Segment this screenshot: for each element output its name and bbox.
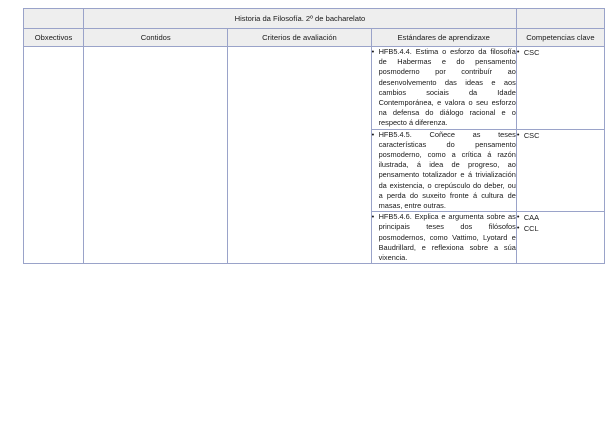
- competence-code: CSC: [523, 48, 540, 57]
- criteria-cell: [228, 47, 371, 264]
- standard-text: HFB5.4.6. Explica e argumenta sobre as principais teses dos filósofos posmodernos, como Vattimo, Lyotard e Baudrillard, e reflexiona sobre a súa vixencia.: [378, 212, 516, 263]
- competence-item: [517, 223, 604, 234]
- competence-item: [517, 212, 604, 223]
- curriculum-table: [23, 8, 605, 264]
- bullet-mark: •: [371, 129, 375, 139]
- standard-cell: [371, 47, 516, 130]
- header-contents: Contidos: [84, 29, 228, 47]
- table-title-row: [24, 9, 605, 29]
- contents-cell: [84, 47, 228, 264]
- header-competences: Competencias clave: [516, 29, 604, 47]
- competence-cell: [516, 47, 604, 130]
- bullet-mark: •: [516, 47, 520, 56]
- header-objectives: Obxectivos: [24, 29, 84, 47]
- competence-code: CAA: [523, 213, 540, 223]
- standard-text: HFB5.4.5. Coñece as teses características do pensamento posmoderno, como a crítica á razón ilustrada, á idea de progreso, ao pensamento totalizador e á trivialización da existencia, o crepúsculo do deber, ou a perda do suxeito fronte á cultura de masas, entre outras.: [378, 129, 516, 211]
- standard-cell: [371, 212, 516, 264]
- bullet-mark: •: [516, 212, 520, 222]
- standard-text: HFB5.4.4. Estima o esforzo da filosofía de Habermas e do pensamento posmoderno por contribuír ao desenvolvemento das ideas e aos cambios sociais da Idade Contemporánea, e valora o seu esforzo na defensa do diálogo racional e o respecto á diferenza.: [378, 47, 516, 128]
- bullet-mark: •: [371, 212, 375, 222]
- competence-code: CSC: [523, 130, 540, 140]
- competence-cell: [516, 129, 604, 212]
- title-blank-cell: [24, 9, 84, 29]
- table-row: [24, 47, 605, 130]
- table-title: Historia da Filosofía. 2º de bacharelato: [84, 9, 517, 29]
- bullet-mark: •: [516, 129, 520, 139]
- header-standards: Estándares de aprendizaxe: [371, 29, 516, 47]
- bullet-mark: •: [371, 47, 375, 56]
- competence-cell: [516, 212, 604, 264]
- header-criteria: Criterios de avaliación: [228, 29, 371, 47]
- title-blank-cell-right: [516, 9, 604, 29]
- competence-code: CCL: [523, 224, 539, 234]
- objectives-cell: [24, 47, 84, 264]
- competence-item: [517, 47, 604, 58]
- standard-cell: [371, 129, 516, 212]
- table-header-row: [24, 29, 605, 47]
- bullet-mark: •: [516, 223, 520, 233]
- competence-item: [517, 130, 604, 141]
